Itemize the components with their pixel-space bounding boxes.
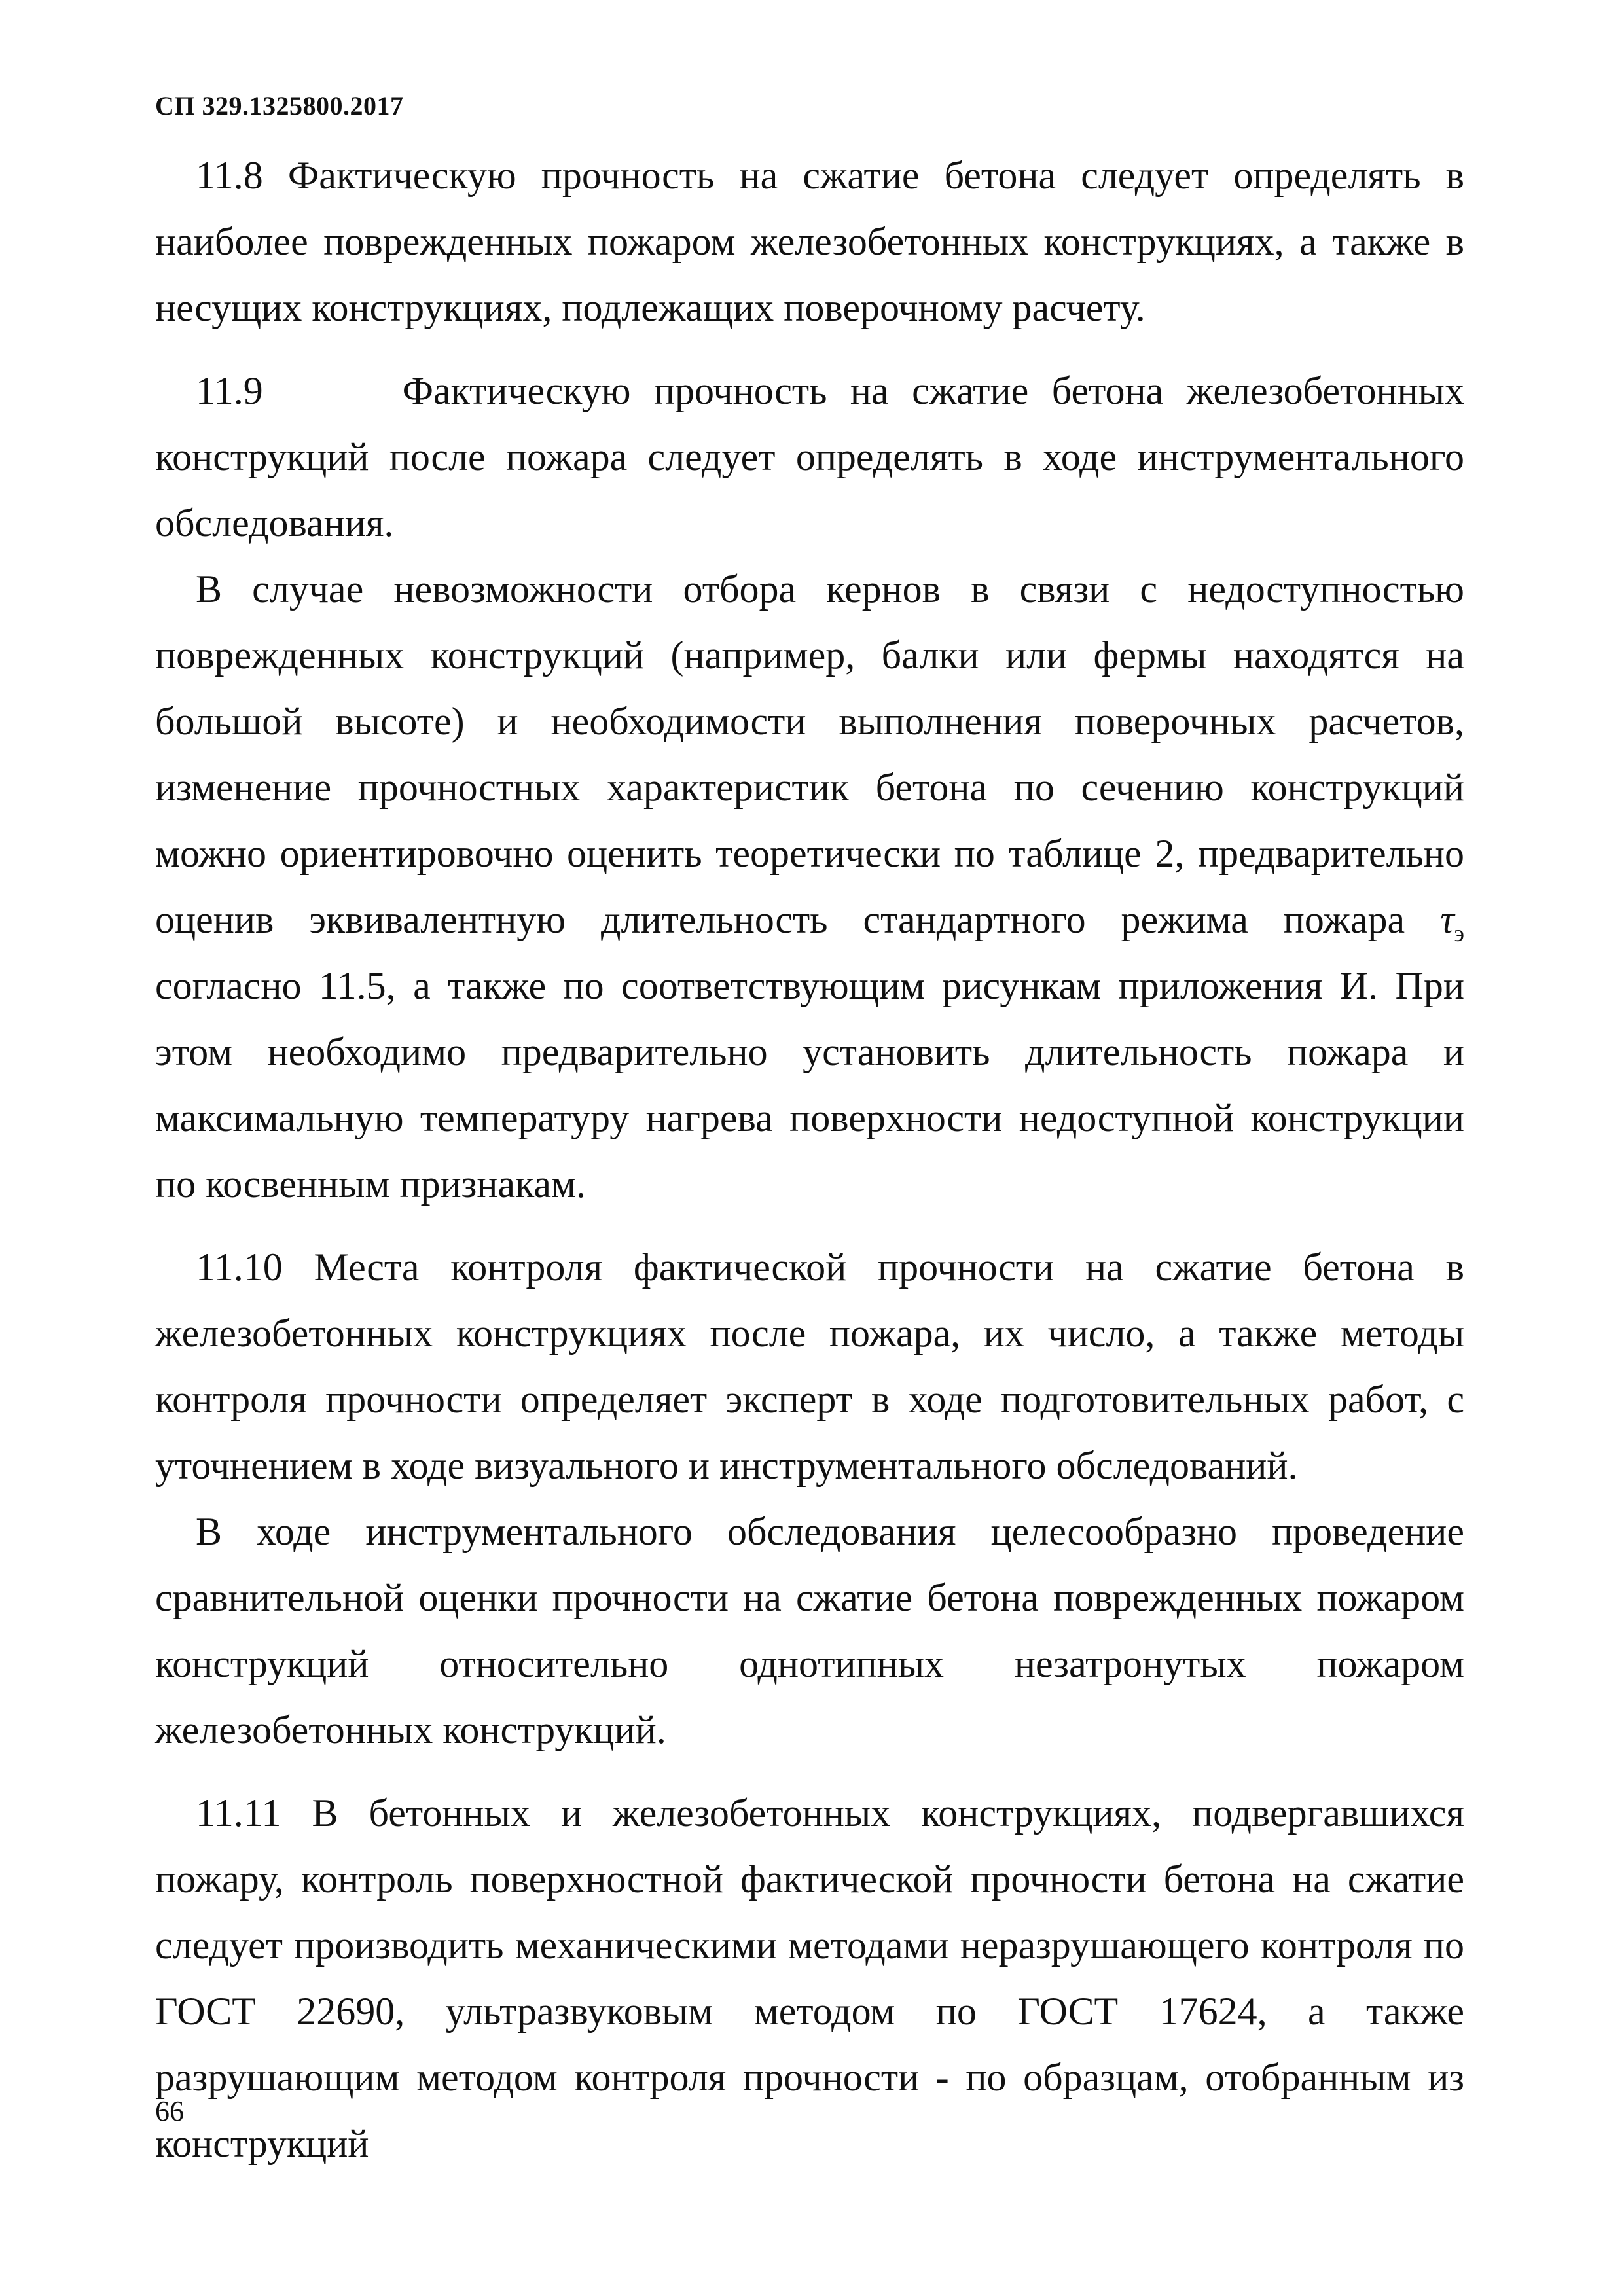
clause-text: Места контроля фактической прочности на сжатие бетона в железобетонных конструкциях после пожара, их число, а также методы контроля прочности определяет эксперт в ходе подготовительных работ, с уточнением в ходе визуального и инструментального обследований. (155, 1246, 1465, 1487)
clause-text: Фактическую прочность на сжатие бетона следует определять в наиболее поврежденных пожаром железобетонных конструкциях, а также в несущих конструкциях, подлежащих поверочному расчету. (155, 154, 1465, 329)
clause-number: 11.9 (196, 369, 263, 412)
clause-11-10 (155, 1234, 1464, 1499)
clause-11-10-continuation (155, 1499, 1464, 1763)
tau-symbol: $\tau_э$ (1440, 898, 1464, 946)
page-number: 66 (155, 2095, 184, 2127)
clause-text-after: согласно 11.5, а также по соответствующим рисункам приложения И. При этом необходимо предварительно установить длительность пожара и максимальную температуру нагрева поверхности недоступной конструкции по косвенным признакам. (155, 964, 1464, 1206)
clause-text: Фактическую прочность на сжатие бетона железобетонных конструкций после пожара следует определять в ходе инструментального обследования. (155, 369, 1464, 545)
page-content (155, 143, 1464, 2177)
document-code-header: СП 329.1325800.2017 (155, 91, 404, 120)
clause-text-before: В случае невозможности отбора кернов в связи с недоступностью поврежденных конструкций (например, балки или фермы находятся на большой высоте) и необходимости выполнения поверочных расчетов, изменение прочностных характеристик бетона по сечению конструкций можно ориентировочно оценить теоретически по таблице 2, предварительно оценив эквивалентную длительность стандартного режима пожара (155, 567, 1464, 941)
clause-number: 11.10 (196, 1246, 283, 1289)
clause-11-9 (155, 358, 1464, 556)
clause-11-9-continuation (155, 556, 1464, 1217)
clause-number: 11.11 (196, 1791, 281, 1835)
clause-11-8 (155, 143, 1464, 341)
clause-text: В ходе инструментального обследования целесообразно проведение сравнительной оценки прочности на сжатие бетона поврежденных пожаром конструкций относительно однотипных незатронутых пожаром железобетонных конструкций. (155, 1510, 1464, 1751)
clause-number: 11.8 (196, 154, 263, 197)
clause-11-11 (155, 1780, 1464, 2177)
clause-text: В бетонных и железобетонных конструкциях, подвергавшихся пожару, контроль поверхностной фактической прочности бетона на сжатие следует производить механическими методами неразрушающего контроля по ГОСТ 22690, ультразвуковым методом по ГОСТ 17624, а также разрушающим методом контроля прочности - по образцам, отобранным из конструкций (155, 1791, 1465, 2165)
tau-subscript: э (1454, 920, 1464, 946)
